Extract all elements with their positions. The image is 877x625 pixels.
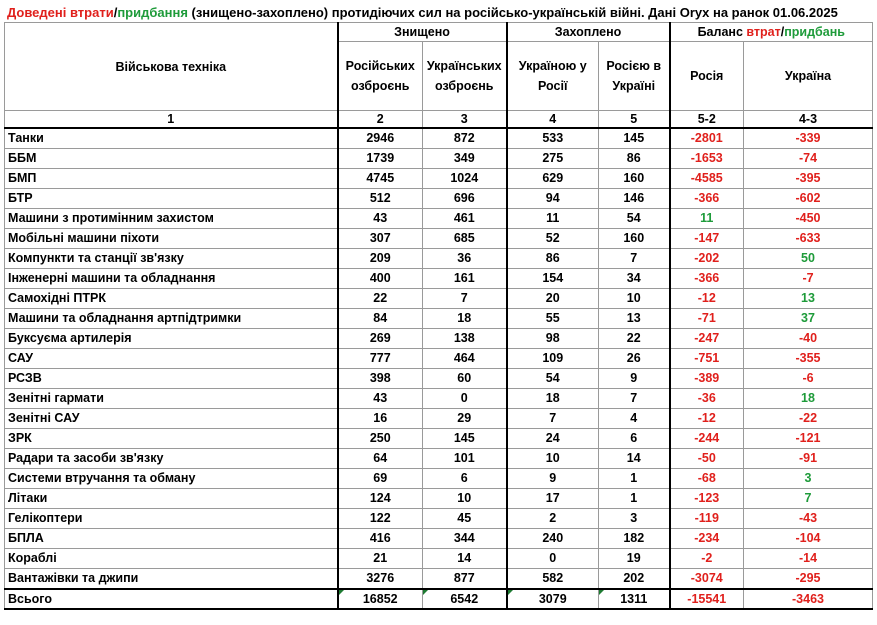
balance-ukraine-cell[interactable]: 50 — [744, 249, 873, 269]
ua-destroyed-cell[interactable]: 45 — [423, 509, 507, 529]
ua-destroyed-cell[interactable]: 101 — [423, 449, 507, 469]
ua-destroyed-cell[interactable]: 29 — [423, 409, 507, 429]
header-balance-ukraine[interactable]: Україна — [744, 42, 873, 111]
captured-by-ukraine-cell[interactable]: 10 — [507, 449, 599, 469]
table-row — [5, 429, 873, 449]
balance-russia-cell[interactable]: -366 — [670, 189, 744, 209]
table-row — [5, 229, 873, 249]
ua-destroyed-cell[interactable]: 145 — [423, 429, 507, 449]
captured-by-russia-cell[interactable]: 202 — [599, 569, 670, 590]
balance-ukraine-cell[interactable]: -602 — [744, 189, 873, 209]
total-balance-ru[interactable]: -15541 — [670, 589, 744, 609]
captured-by-ukraine-cell[interactable]: 2 — [507, 509, 599, 529]
balance-gains: придбань — [784, 25, 845, 39]
ru-destroyed-cell[interactable]: 69 — [338, 469, 423, 489]
formula-marker — [339, 590, 344, 595]
ru-destroyed-cell[interactable]: 209 — [338, 249, 423, 269]
captured-by-ukraine-cell[interactable]: 7 — [507, 409, 599, 429]
balance-russia-cell[interactable]: -2801 — [670, 128, 744, 149]
title-rest: (знищено-захоплено) протидіючих сил на російсько-українській війні. Дані Oryx на ранок 01.06.2025 — [187, 5, 838, 20]
equipment-name[interactable]: Машини та обладнання артпідтримки — [5, 309, 338, 329]
equipment-name[interactable]: БПЛА — [5, 529, 338, 549]
balance-ukraine-cell[interactable]: -43 — [744, 509, 873, 529]
table-body — [5, 128, 873, 589]
balance-ukraine-cell[interactable]: -121 — [744, 429, 873, 449]
captured-by-russia-cell[interactable]: 19 — [599, 549, 670, 569]
equipment-name[interactable]: БТР — [5, 189, 338, 209]
captured-by-ukraine-cell[interactable]: 86 — [507, 249, 599, 269]
header-balance[interactable] — [670, 23, 873, 42]
captured-by-russia-cell[interactable]: 3 — [599, 509, 670, 529]
ru-destroyed-cell[interactable]: 21 — [338, 549, 423, 569]
captured-by-russia-cell[interactable]: 7 — [599, 389, 670, 409]
table-row — [5, 369, 873, 389]
balance-russia-cell[interactable]: -202 — [670, 249, 744, 269]
formula-marker — [599, 590, 604, 595]
captured-by-ukraine-cell[interactable]: 629 — [507, 169, 599, 189]
ua-destroyed-cell[interactable]: 10 — [423, 489, 507, 509]
table-row — [5, 128, 873, 149]
captured-by-ukraine-cell[interactable]: 18 — [507, 389, 599, 409]
table-row — [5, 349, 873, 369]
captured-by-russia-cell[interactable]: 34 — [599, 269, 670, 289]
table-row — [5, 309, 873, 329]
captured-by-ukraine-cell[interactable]: 17 — [507, 489, 599, 509]
balance-russia-cell[interactable]: -147 — [670, 229, 744, 249]
ua-destroyed-cell[interactable]: 349 — [423, 149, 507, 169]
formula-marker — [508, 590, 513, 595]
total-row — [5, 589, 873, 609]
equipment-name[interactable]: Зенітні гармати — [5, 389, 338, 409]
equipment-name[interactable]: Кораблі — [5, 549, 338, 569]
ua-destroyed-cell[interactable]: 877 — [423, 569, 507, 590]
balance-russia-cell[interactable]: -68 — [670, 469, 744, 489]
ru-destroyed-cell[interactable]: 1739 — [338, 149, 423, 169]
ru-destroyed-cell[interactable]: 416 — [338, 529, 423, 549]
total-ua-destroyed[interactable] — [423, 589, 507, 609]
balance-ukraine-cell[interactable]: 18 — [744, 389, 873, 409]
balance-russia-cell[interactable]: -119 — [670, 509, 744, 529]
ru-destroyed-cell[interactable]: 777 — [338, 349, 423, 369]
total-ru-destroyed-value: 16852 — [362, 592, 398, 606]
balance-ukraine-cell[interactable]: -7 — [744, 269, 873, 289]
balance-ukraine-cell[interactable]: 7 — [744, 489, 873, 509]
ua-destroyed-cell[interactable]: 461 — [423, 209, 507, 229]
table-row — [5, 469, 873, 489]
ua-destroyed-cell[interactable]: 138 — [423, 329, 507, 349]
total-captured-ru-value: 1311 — [620, 592, 648, 606]
losses-table — [4, 22, 873, 610]
balance-russia-cell[interactable]: -2 — [670, 549, 744, 569]
ua-destroyed-cell[interactable]: 1024 — [423, 169, 507, 189]
ua-destroyed-cell[interactable]: 6 — [423, 469, 507, 489]
captured-by-ukraine-cell[interactable]: 0 — [507, 549, 599, 569]
header-destroyed[interactable]: Знищено — [338, 23, 507, 42]
balance-ukraine-cell[interactable]: 13 — [744, 289, 873, 309]
equipment-name[interactable]: Гелікоптери — [5, 509, 338, 529]
captured-by-ukraine-cell[interactable]: 154 — [507, 269, 599, 289]
captured-by-russia-cell[interactable]: 146 — [599, 189, 670, 209]
table-row — [5, 509, 873, 529]
ua-destroyed-cell[interactable]: 18 — [423, 309, 507, 329]
ua-destroyed-cell[interactable]: 60 — [423, 369, 507, 389]
captured-by-ukraine-cell[interactable]: 55 — [507, 309, 599, 329]
header-russian-destroyed[interactable]: Російських озброєнь — [338, 42, 423, 111]
captured-by-russia-cell[interactable]: 145 — [599, 128, 670, 149]
column-number[interactable]: 4-3 — [744, 111, 873, 129]
balance-ukraine-cell[interactable]: 37 — [744, 309, 873, 329]
equipment-name[interactable]: Вантажівки та джипи — [5, 569, 338, 590]
captured-by-russia-cell[interactable]: 160 — [599, 229, 670, 249]
captured-by-ukraine-cell[interactable]: 533 — [507, 128, 599, 149]
column-number[interactable]: 5 — [599, 111, 670, 129]
balance-ukraine-cell[interactable]: -104 — [744, 529, 873, 549]
balance-losses: втрат — [746, 25, 781, 39]
equipment-name[interactable]: ББМ — [5, 149, 338, 169]
header-captured-by-ukraine[interactable]: Україною у Росії — [507, 42, 599, 111]
ru-destroyed-cell[interactable]: 22 — [338, 289, 423, 309]
total-captured-ru[interactable] — [599, 589, 670, 609]
ru-destroyed-cell[interactable]: 84 — [338, 309, 423, 329]
balance-russia-cell[interactable]: -3074 — [670, 569, 744, 590]
column-number[interactable]: 3 — [423, 111, 507, 129]
balance-russia-cell[interactable]: -12 — [670, 409, 744, 429]
balance-russia-cell[interactable]: -1653 — [670, 149, 744, 169]
captured-by-russia-cell[interactable]: 13 — [599, 309, 670, 329]
ru-destroyed-cell[interactable]: 122 — [338, 509, 423, 529]
balance-russia-cell[interactable]: -36 — [670, 389, 744, 409]
balance-prefix: Баланс — [697, 25, 747, 39]
captured-by-ukraine-cell[interactable]: 94 — [507, 189, 599, 209]
table-row — [5, 249, 873, 269]
table-row — [5, 489, 873, 509]
total-captured-ua-value: 3079 — [538, 592, 567, 606]
balance-russia-cell[interactable]: -12 — [670, 289, 744, 309]
title-gains: придбання — [117, 5, 188, 20]
captured-by-ukraine-cell[interactable]: 98 — [507, 329, 599, 349]
equipment-name[interactable]: Мобільні машини піхоти — [5, 229, 338, 249]
balance-slash: / — [780, 25, 785, 39]
ru-destroyed-cell[interactable]: 64 — [338, 449, 423, 469]
captured-by-russia-cell[interactable]: 6 — [599, 429, 670, 449]
balance-russia-cell[interactable]: -389 — [670, 369, 744, 389]
equipment-name[interactable]: Зенітні САУ — [5, 409, 338, 429]
header-balance-russia[interactable]: Росія — [670, 42, 744, 111]
captured-by-ukraine-cell[interactable]: 275 — [507, 149, 599, 169]
ua-destroyed-cell[interactable]: 344 — [423, 529, 507, 549]
ua-destroyed-cell[interactable]: 464 — [423, 349, 507, 369]
table-row — [5, 449, 873, 469]
table-row — [5, 149, 873, 169]
title-slash: / — [113, 5, 118, 20]
ua-destroyed-cell[interactable]: 36 — [423, 249, 507, 269]
ru-destroyed-cell[interactable]: 269 — [338, 329, 423, 349]
spreadsheet — [4, 3, 875, 610]
ru-destroyed-cell[interactable]: 43 — [338, 389, 423, 409]
captured-by-russia-cell[interactable]: 26 — [599, 349, 670, 369]
captured-by-russia-cell[interactable]: 1 — [599, 469, 670, 489]
balance-ukraine-cell[interactable]: -395 — [744, 169, 873, 189]
captured-by-russia-cell[interactable]: 1 — [599, 489, 670, 509]
balance-ukraine-cell[interactable]: -74 — [744, 149, 873, 169]
captured-by-ukraine-cell[interactable]: 52 — [507, 229, 599, 249]
equipment-name[interactable]: Самохідні ПТРК — [5, 289, 338, 309]
total-label[interactable]: Всього — [5, 589, 338, 609]
balance-ukraine-cell[interactable]: -6 — [744, 369, 873, 389]
balance-russia-cell[interactable]: -50 — [670, 449, 744, 469]
captured-by-ukraine-cell[interactable]: 109 — [507, 349, 599, 369]
ru-destroyed-cell[interactable]: 3276 — [338, 569, 423, 590]
total-ru-destroyed[interactable] — [338, 589, 423, 609]
ua-destroyed-cell[interactable]: 685 — [423, 229, 507, 249]
captured-by-ukraine-cell[interactable]: 54 — [507, 369, 599, 389]
captured-by-russia-cell[interactable]: 14 — [599, 449, 670, 469]
header-captured-by-russia[interactable]: Росією в Україні — [599, 42, 670, 111]
captured-by-russia-cell[interactable]: 86 — [599, 149, 670, 169]
total-ua-destroyed-value: 6542 — [450, 592, 479, 606]
captured-by-ukraine-cell[interactable]: 240 — [507, 529, 599, 549]
captured-by-russia-cell[interactable]: 9 — [599, 369, 670, 389]
balance-ukraine-cell[interactable]: -14 — [744, 549, 873, 569]
balance-ukraine-cell[interactable]: 3 — [744, 469, 873, 489]
equipment-name[interactable]: Інженерні машини та обладнання — [5, 269, 338, 289]
captured-by-ukraine-cell[interactable]: 582 — [507, 569, 599, 590]
ua-destroyed-cell[interactable]: 7 — [423, 289, 507, 309]
captured-by-russia-cell[interactable]: 7 — [599, 249, 670, 269]
column-number[interactable]: 1 — [5, 111, 338, 129]
ua-destroyed-cell[interactable]: 696 — [423, 189, 507, 209]
header-ukrainian-destroyed[interactable]: Українських озброєнь — [423, 42, 507, 111]
balance-russia-cell[interactable]: -4585 — [670, 169, 744, 189]
ua-destroyed-cell[interactable]: 14 — [423, 549, 507, 569]
ru-destroyed-cell[interactable]: 307 — [338, 229, 423, 249]
captured-by-russia-cell[interactable]: 22 — [599, 329, 670, 349]
ru-destroyed-cell[interactable]: 16 — [338, 409, 423, 429]
equipment-name[interactable]: ЗРК — [5, 429, 338, 449]
captured-by-russia-cell[interactable]: 182 — [599, 529, 670, 549]
table-row — [5, 409, 873, 429]
equipment-name[interactable]: Танки — [5, 128, 338, 149]
table-row — [5, 389, 873, 409]
balance-russia-cell[interactable]: -751 — [670, 349, 744, 369]
captured-by-ukraine-cell[interactable]: 11 — [507, 209, 599, 229]
balance-ukraine-cell[interactable]: -91 — [744, 449, 873, 469]
captured-by-ukraine-cell[interactable]: 9 — [507, 469, 599, 489]
total-captured-ua[interactable] — [507, 589, 599, 609]
column-number[interactable]: 4 — [507, 111, 599, 129]
equipment-name[interactable]: Літаки — [5, 489, 338, 509]
equipment-name[interactable]: Машини з протимінним захистом — [5, 209, 338, 229]
balance-russia-cell[interactable]: -123 — [670, 489, 744, 509]
equipment-name[interactable]: РСЗВ — [5, 369, 338, 389]
ru-destroyed-cell[interactable]: 398 — [338, 369, 423, 389]
equipment-name[interactable]: Системи втручання та обману — [5, 469, 338, 489]
captured-by-russia-cell[interactable]: 54 — [599, 209, 670, 229]
formula-marker — [423, 590, 428, 595]
equipment-name[interactable]: САУ — [5, 349, 338, 369]
captured-by-russia-cell[interactable]: 160 — [599, 169, 670, 189]
table-row — [5, 549, 873, 569]
balance-ukraine-cell[interactable]: -450 — [744, 209, 873, 229]
column-number[interactable]: 2 — [338, 111, 423, 129]
ru-destroyed-cell[interactable]: 400 — [338, 269, 423, 289]
table-row — [5, 529, 873, 549]
ru-destroyed-cell[interactable]: 4745 — [338, 169, 423, 189]
table-row — [5, 189, 873, 209]
balance-ukraine-cell[interactable]: -295 — [744, 569, 873, 590]
ua-destroyed-cell[interactable]: 161 — [423, 269, 507, 289]
balance-russia-cell[interactable]: -366 — [670, 269, 744, 289]
table-row — [5, 169, 873, 189]
balance-russia-cell[interactable]: -244 — [670, 429, 744, 449]
balance-russia-cell[interactable]: 11 — [670, 209, 744, 229]
ua-destroyed-cell[interactable]: 0 — [423, 389, 507, 409]
captured-by-ukraine-cell[interactable]: 20 — [507, 289, 599, 309]
balance-ukraine-cell[interactable]: -40 — [744, 329, 873, 349]
captured-by-russia-cell[interactable]: 10 — [599, 289, 670, 309]
equipment-name[interactable]: Буксуєма артилерія — [5, 329, 338, 349]
ru-destroyed-cell[interactable]: 512 — [338, 189, 423, 209]
balance-ukraine-cell[interactable]: -633 — [744, 229, 873, 249]
ua-destroyed-cell[interactable]: 872 — [423, 128, 507, 149]
table-row — [5, 569, 873, 590]
balance-russia-cell[interactable]: -234 — [670, 529, 744, 549]
ru-destroyed-cell[interactable]: 250 — [338, 429, 423, 449]
table-row — [5, 209, 873, 229]
captured-by-russia-cell[interactable]: 4 — [599, 409, 670, 429]
title-losses: Доведені втрати — [7, 5, 114, 20]
table-row — [5, 269, 873, 289]
ru-destroyed-cell[interactable]: 124 — [338, 489, 423, 509]
equipment-name[interactable]: БМП — [5, 169, 338, 189]
column-number[interactable]: 5-2 — [670, 111, 744, 129]
captured-by-ukraine-cell[interactable]: 24 — [507, 429, 599, 449]
balance-russia-cell[interactable]: -71 — [670, 309, 744, 329]
header-captured[interactable]: Захоплено — [507, 23, 670, 42]
balance-russia-cell[interactable]: -247 — [670, 329, 744, 349]
table-title — [4, 3, 875, 22]
table-row — [5, 289, 873, 309]
header-equipment[interactable]: Військова техніка — [5, 23, 338, 111]
balance-ukraine-cell[interactable]: -22 — [744, 409, 873, 429]
equipment-name[interactable]: Радари та засоби зв'язку — [5, 449, 338, 469]
balance-ukraine-cell[interactable]: -339 — [744, 128, 873, 149]
ru-destroyed-cell[interactable]: 2946 — [338, 128, 423, 149]
balance-ukraine-cell[interactable]: -355 — [744, 349, 873, 369]
ru-destroyed-cell[interactable]: 43 — [338, 209, 423, 229]
total-balance-ua[interactable]: -3463 — [744, 589, 873, 609]
equipment-name[interactable]: Компункти та станції зв'язку — [5, 249, 338, 269]
table-row — [5, 329, 873, 349]
